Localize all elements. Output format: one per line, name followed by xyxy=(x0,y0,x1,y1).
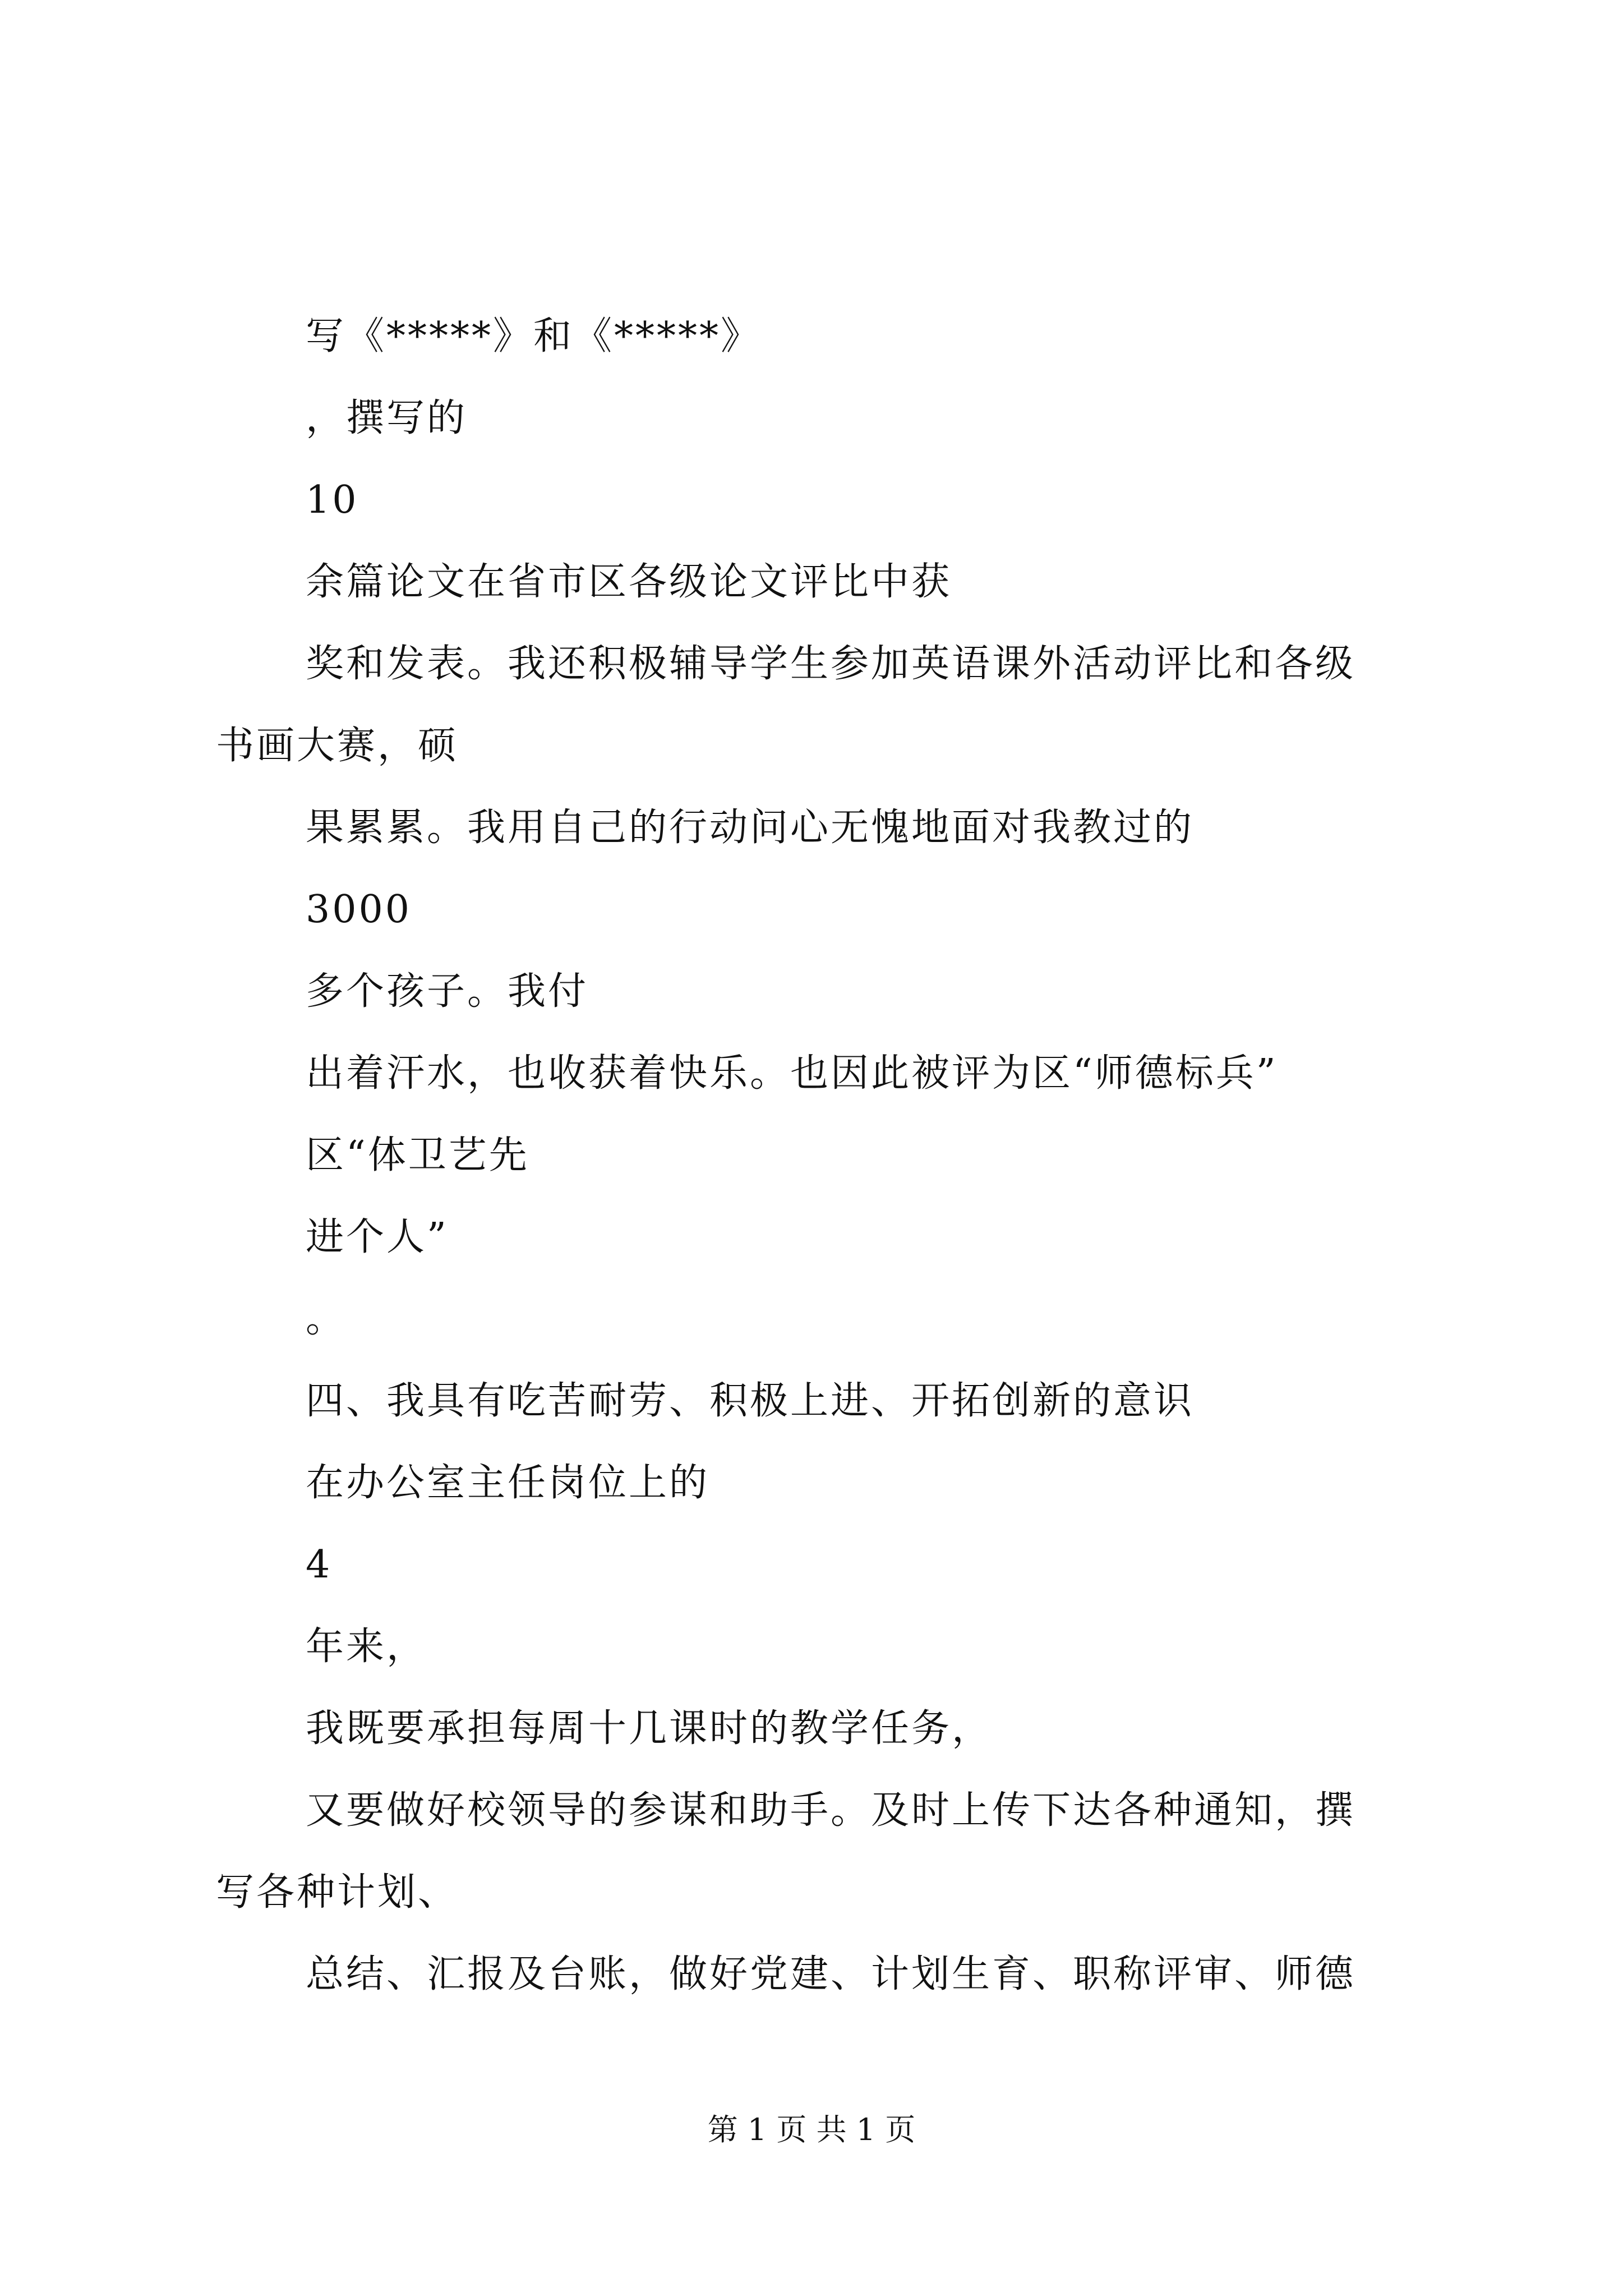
text-line: 进个人” xyxy=(306,1215,449,1259)
text-line: 3000 xyxy=(306,887,412,932)
text-line: 奖和发表。我还积极辅导学生参加英语课外活动评比和各级 xyxy=(306,642,1356,686)
text-line: 多个孩子。我付 xyxy=(306,969,589,1014)
text-line: 在办公室主任岗位上的 xyxy=(306,1461,710,1505)
text-line: 我既要承担每周十几课时的教学任务， xyxy=(306,1706,993,1751)
text-line: 区“体卫艺先 xyxy=(306,1133,529,1177)
text-line: 4 xyxy=(306,1543,333,1587)
text-line: 。 xyxy=(306,1297,347,1341)
text-line: 余篇论文在省市区各级论文评比中获 xyxy=(306,560,952,604)
text-line: 又要做好校领导的参谋和助手。及时上传下达各种通知，撰 xyxy=(306,1788,1356,1833)
text-line: 果累累。我用自己的行动问心无愧地面对我教过的 xyxy=(306,806,1195,850)
text-line: 出着汗水，也收获着快乐。也因此被评为区“师德标兵” xyxy=(306,1051,1278,1096)
section-heading: 四、我具有吃苦耐劳、积极上进、开拓创新的意识 xyxy=(306,1379,1195,1423)
text-line: 年来， xyxy=(306,1625,427,1669)
text-line: 总结、汇报及台账，做好党建、计划生育、职称评审、师德 xyxy=(306,1952,1356,1996)
text-line: ，撰写的 xyxy=(306,396,468,440)
text-line: 写各种计划、 xyxy=(216,1870,459,1915)
text-line: 10 xyxy=(306,478,359,522)
text-line: 书画大赛，硕 xyxy=(216,724,459,768)
page-number-footer: 第 1 页 共 1 页 xyxy=(707,2112,916,2147)
text-line: 写《*****》和《*****》 xyxy=(306,314,762,358)
